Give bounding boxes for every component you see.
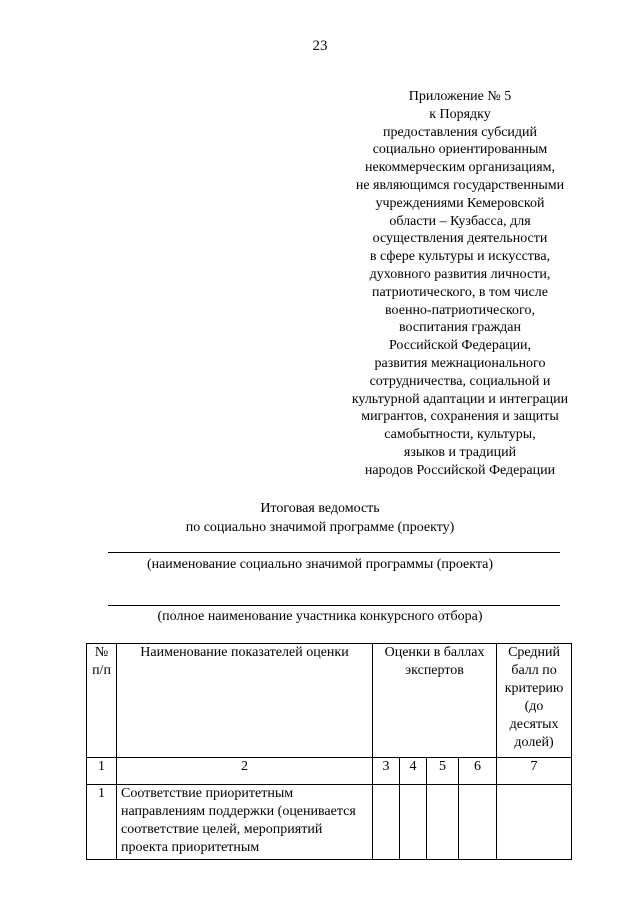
- appendix-line: в сфере культуры и искусства,: [369, 249, 551, 265]
- title-line-2: по социально значимой программе (проекту): [185, 520, 455, 535]
- column-number: 3: [373, 758, 400, 785]
- document-title: [0, 499, 640, 537]
- table-row: [87, 785, 572, 860]
- appendix-line: культурной адаптации и интеграции: [351, 391, 569, 407]
- appendix-line: воспитания граждан: [399, 320, 521, 336]
- column-number: 7: [497, 758, 572, 785]
- appendix-line: военно-патриотического,: [385, 302, 535, 318]
- expert-score-cell: [373, 785, 400, 860]
- column-number: 1: [87, 758, 117, 785]
- appendix-line: Приложение № 5: [408, 89, 512, 104]
- appendix-line: мигрантов, сохранения и защиты: [361, 409, 559, 425]
- expert-score-cell: [427, 785, 459, 860]
- page-number: 23: [312, 38, 328, 54]
- appendix-header: [330, 88, 590, 480]
- appendix-line: к Порядку: [429, 106, 491, 122]
- table-header-row: [87, 644, 572, 758]
- appendix-line: осуществления деятельности: [372, 231, 548, 247]
- expert-score-cell: [459, 785, 497, 860]
- participant-name-fill-line: [108, 605, 560, 606]
- header-average-score: Средний балл по критерию (до десятых долей): [497, 644, 572, 758]
- appendix-line: развития межнационального: [374, 355, 546, 371]
- header-expert-scores: Оценки в баллах экспертов: [373, 644, 497, 758]
- average-score-cell: [497, 785, 572, 860]
- row-number: 1: [87, 785, 117, 860]
- column-number-row: [87, 758, 572, 785]
- title-line-1: Итоговая ведомость: [260, 501, 380, 516]
- expert-score-cell: [400, 785, 427, 860]
- appendix-line: патриотического, в том числе: [372, 284, 548, 300]
- appendix-line: предоставления субсидий: [382, 124, 538, 140]
- evaluation-table: [86, 643, 572, 860]
- column-number: 5: [427, 758, 459, 785]
- column-number: 6: [459, 758, 497, 785]
- column-number: 2: [117, 758, 373, 785]
- appendix-line: сотрудничества, социальной и: [369, 373, 551, 389]
- participant-name-caption: (полное наименование участника конкурсного отбора): [157, 609, 483, 624]
- header-indicator: Наименование показателей оценки: [117, 644, 373, 758]
- appendix-line: народов Российской Федерации: [364, 462, 556, 478]
- column-number: 4: [400, 758, 427, 785]
- row-indicator: Соответствие приоритетным направлениям поддержки (оценивается соответствие целей, мероприятий проекта приоритетным: [117, 785, 373, 860]
- header-number: № п/п: [87, 644, 117, 758]
- appendix-line: области – Кузбасса, для: [389, 213, 531, 229]
- appendix-line: языков и традиций: [403, 444, 517, 460]
- appendix-line: не являющимся государственными: [355, 177, 565, 193]
- appendix-line: самобытности, культуры,: [384, 427, 536, 443]
- program-name-fill-line: [108, 552, 560, 553]
- appendix-line: духовного развития личности,: [369, 266, 551, 282]
- appendix-line: учреждениями Кемеровской: [375, 195, 545, 211]
- appendix-line: некоммерческим организациям,: [364, 160, 556, 176]
- appendix-line: социально ориентированным: [372, 142, 548, 158]
- program-name-caption: (наименование социально значимой программы (проекта): [146, 557, 494, 572]
- appendix-line: Российской Федерации,: [388, 338, 532, 354]
